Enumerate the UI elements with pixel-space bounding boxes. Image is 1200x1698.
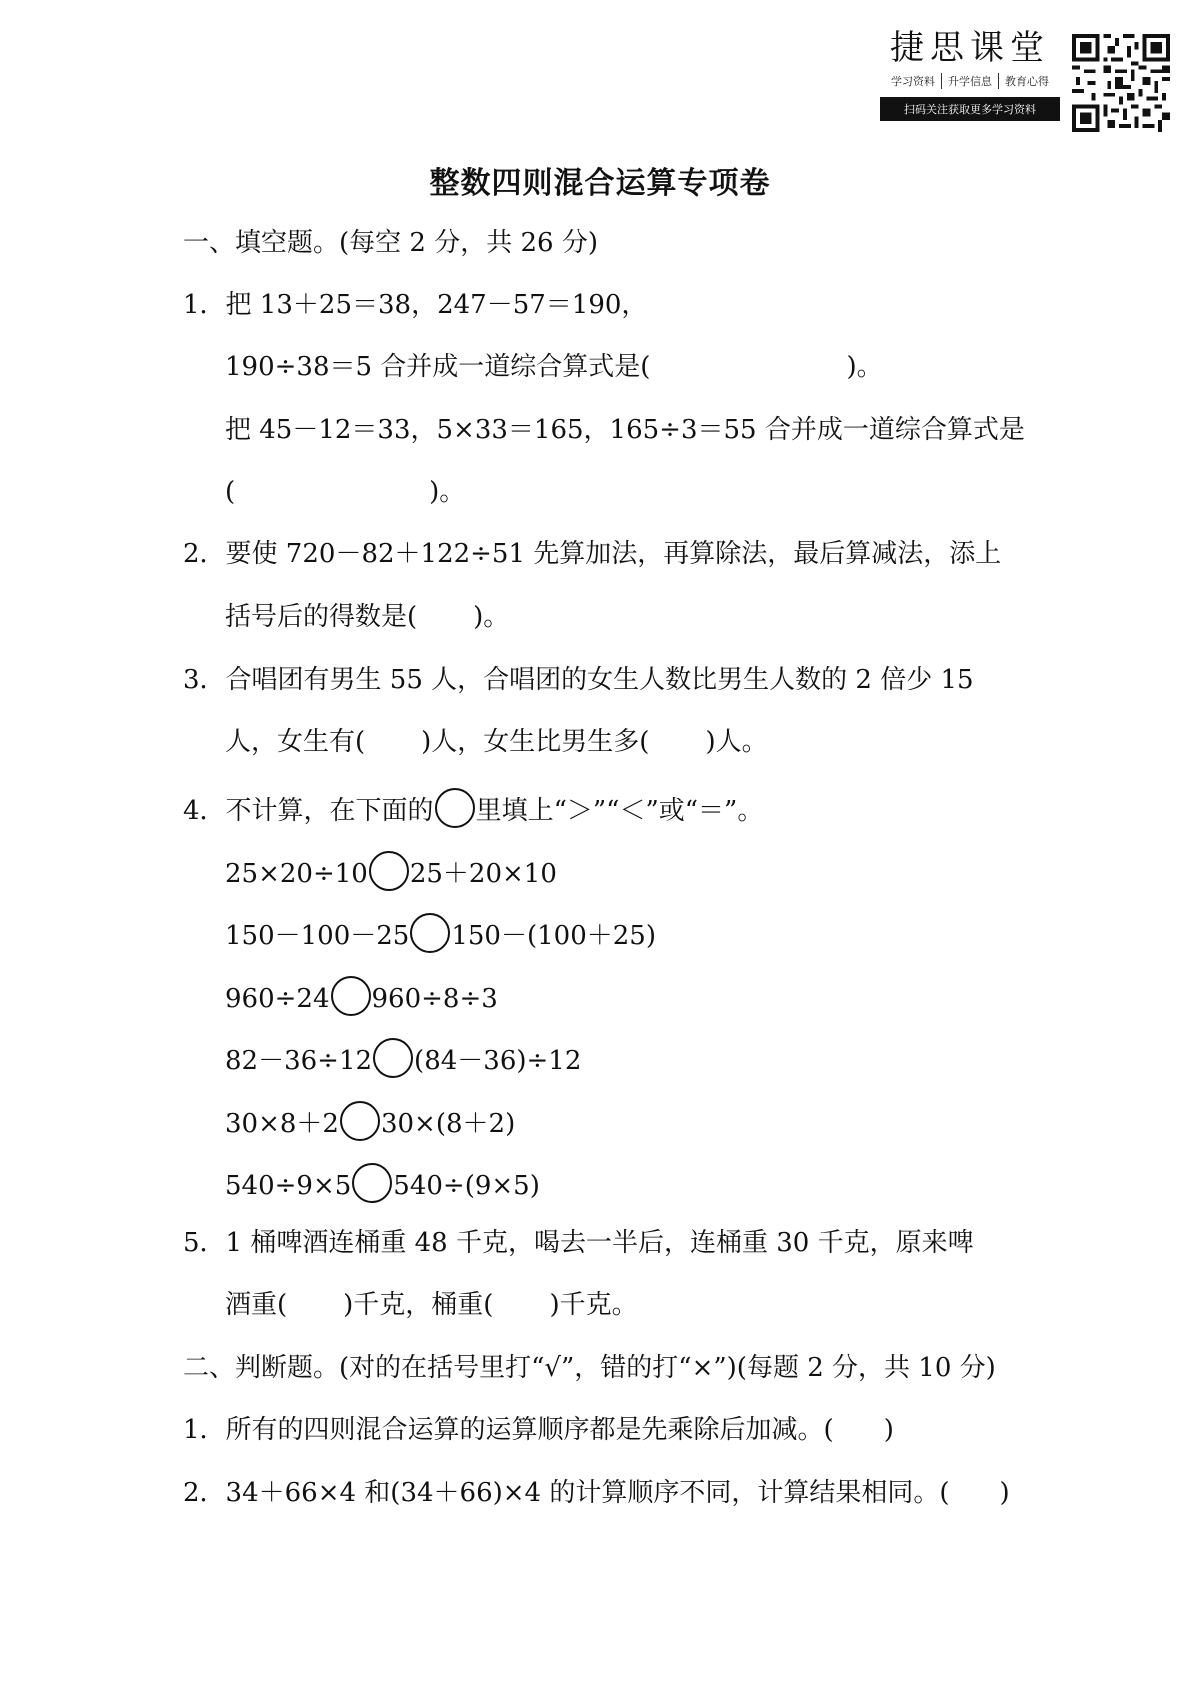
question-5 [183, 1226, 974, 1260]
comparison-left: 540÷9×5 [225, 1171, 352, 1201]
brand-tags [880, 73, 1060, 89]
question-text: 里填上“＞”“＜”或“＝”。 [475, 796, 764, 826]
question-text: )人。 [705, 727, 768, 757]
comparison-right: (84－36)÷12 [414, 1046, 582, 1076]
comparison-right: 540÷(9×5) [393, 1171, 540, 1201]
question-text: 不计算，在下面的 [225, 796, 434, 826]
question-number: 2． [183, 539, 226, 569]
qr-code-icon [1072, 34, 1170, 132]
comparison-item [225, 851, 557, 891]
question-4 [183, 788, 763, 828]
question-text: ) [883, 1415, 894, 1445]
comparison-right: 150－(100＋25) [451, 921, 656, 951]
question-2-line-2 [225, 600, 509, 634]
brand-tag: 教育心得 [1005, 75, 1049, 89]
comparison-circle[interactable] [340, 1101, 380, 1141]
brand-tag: 升学信息 [942, 73, 999, 89]
question-text: )。 [429, 477, 466, 507]
comparison-left: 960÷24 [225, 984, 330, 1014]
comparison-circle[interactable] [373, 1038, 413, 1078]
brand-tag: 学习资料 [885, 73, 942, 89]
question-text: 所有的四则混合运算的运算顺序都是先乘除后加减。( [225, 1415, 834, 1445]
comparison-circle[interactable] [369, 851, 409, 891]
question-1-line-2 [225, 350, 883, 384]
question-1-line-4 [225, 475, 465, 509]
comparison-right: 960÷8÷3 [371, 984, 498, 1014]
comparison-item [225, 1163, 540, 1203]
question-3-line-2 [225, 725, 768, 759]
question-text: )人，女生比男生多( [421, 727, 650, 757]
comparison-left: 30×8＋2 [225, 1109, 339, 1139]
comparison-left: 25×20÷10 [225, 859, 368, 889]
question-text: 合唱团有男生 55 人，合唱团的女生人数比男生人数的 2 倍少 15 [225, 665, 974, 695]
comparison-right: 30×(8＋2) [380, 1109, 516, 1139]
question-2 [183, 537, 1001, 571]
question-text: 人，女生有( [225, 727, 366, 757]
question-text: 190÷38＝5 合并成一道综合算式是( [225, 352, 651, 382]
question-number: 5． [183, 1228, 226, 1258]
section-heading: 二、判断题。(对的在括号里打“√”，错的打“×”)(每题 2 分，共 10 分) [183, 1353, 996, 1383]
comparison-left: 150－100－25 [225, 921, 410, 951]
brand-block [880, 30, 1060, 121]
comparison-item [225, 913, 656, 953]
circle-icon [435, 788, 475, 828]
question-1 [183, 288, 647, 322]
judgment-item [183, 1413, 894, 1447]
comparison-circle[interactable] [352, 1163, 392, 1203]
comparison-right: 25＋20×10 [409, 859, 557, 889]
comparison-left: 82－36÷12 [225, 1046, 373, 1076]
question-text: )。 [846, 352, 883, 382]
question-3 [183, 663, 974, 697]
question-text: 要使 720－82＋122÷51 先算加法，再算除法，最后算减法，添上 [225, 539, 1002, 569]
comparison-item [225, 1101, 515, 1141]
question-number: 3． [183, 665, 226, 695]
question-number: 4． [183, 796, 226, 826]
question-1-line-3: 把 45－12＝33，5×33＝165，165÷3＝55 合并成一道综合算式是 [225, 415, 1025, 445]
question-text: 把 13＋25＝38，247－57＝190， [225, 290, 648, 320]
comparison-circle[interactable] [331, 976, 371, 1016]
question-text: )千克。 [549, 1290, 638, 1320]
question-text: ( [225, 477, 236, 507]
question-number: 1． [183, 290, 226, 320]
judgment-item [183, 1476, 1010, 1510]
section-heading: 一、填空题。(每空 2 分，共 26 分) [183, 228, 598, 258]
question-text: ) [999, 1478, 1010, 1508]
question-text: )。 [473, 602, 510, 632]
question-text: 34＋66×4 和(34＋66)×4 的计算顺序不同，计算结果相同。( [225, 1478, 950, 1508]
comparison-circle[interactable] [410, 913, 450, 953]
question-5-line-2 [225, 1288, 638, 1322]
question-text: 1 桶啤酒连桶重 48 千克，喝去一半后，连桶重 30 千克，原来啤 [225, 1228, 974, 1258]
question-number: 2． [183, 1478, 226, 1508]
brand-name: 捷思课堂 [890, 28, 1050, 68]
brand-slogan: 扫码关注获取更多学习资料 [880, 97, 1060, 121]
question-text: )千克，桶重( [343, 1290, 494, 1320]
question-number: 1． [183, 1415, 226, 1445]
comparison-item [225, 1038, 581, 1078]
question-text: 酒重( [225, 1290, 288, 1320]
comparison-item [225, 976, 498, 1016]
question-text: 括号后的得数是( [225, 602, 418, 632]
page-title: 整数四则混合运算专项卷 [429, 166, 771, 201]
